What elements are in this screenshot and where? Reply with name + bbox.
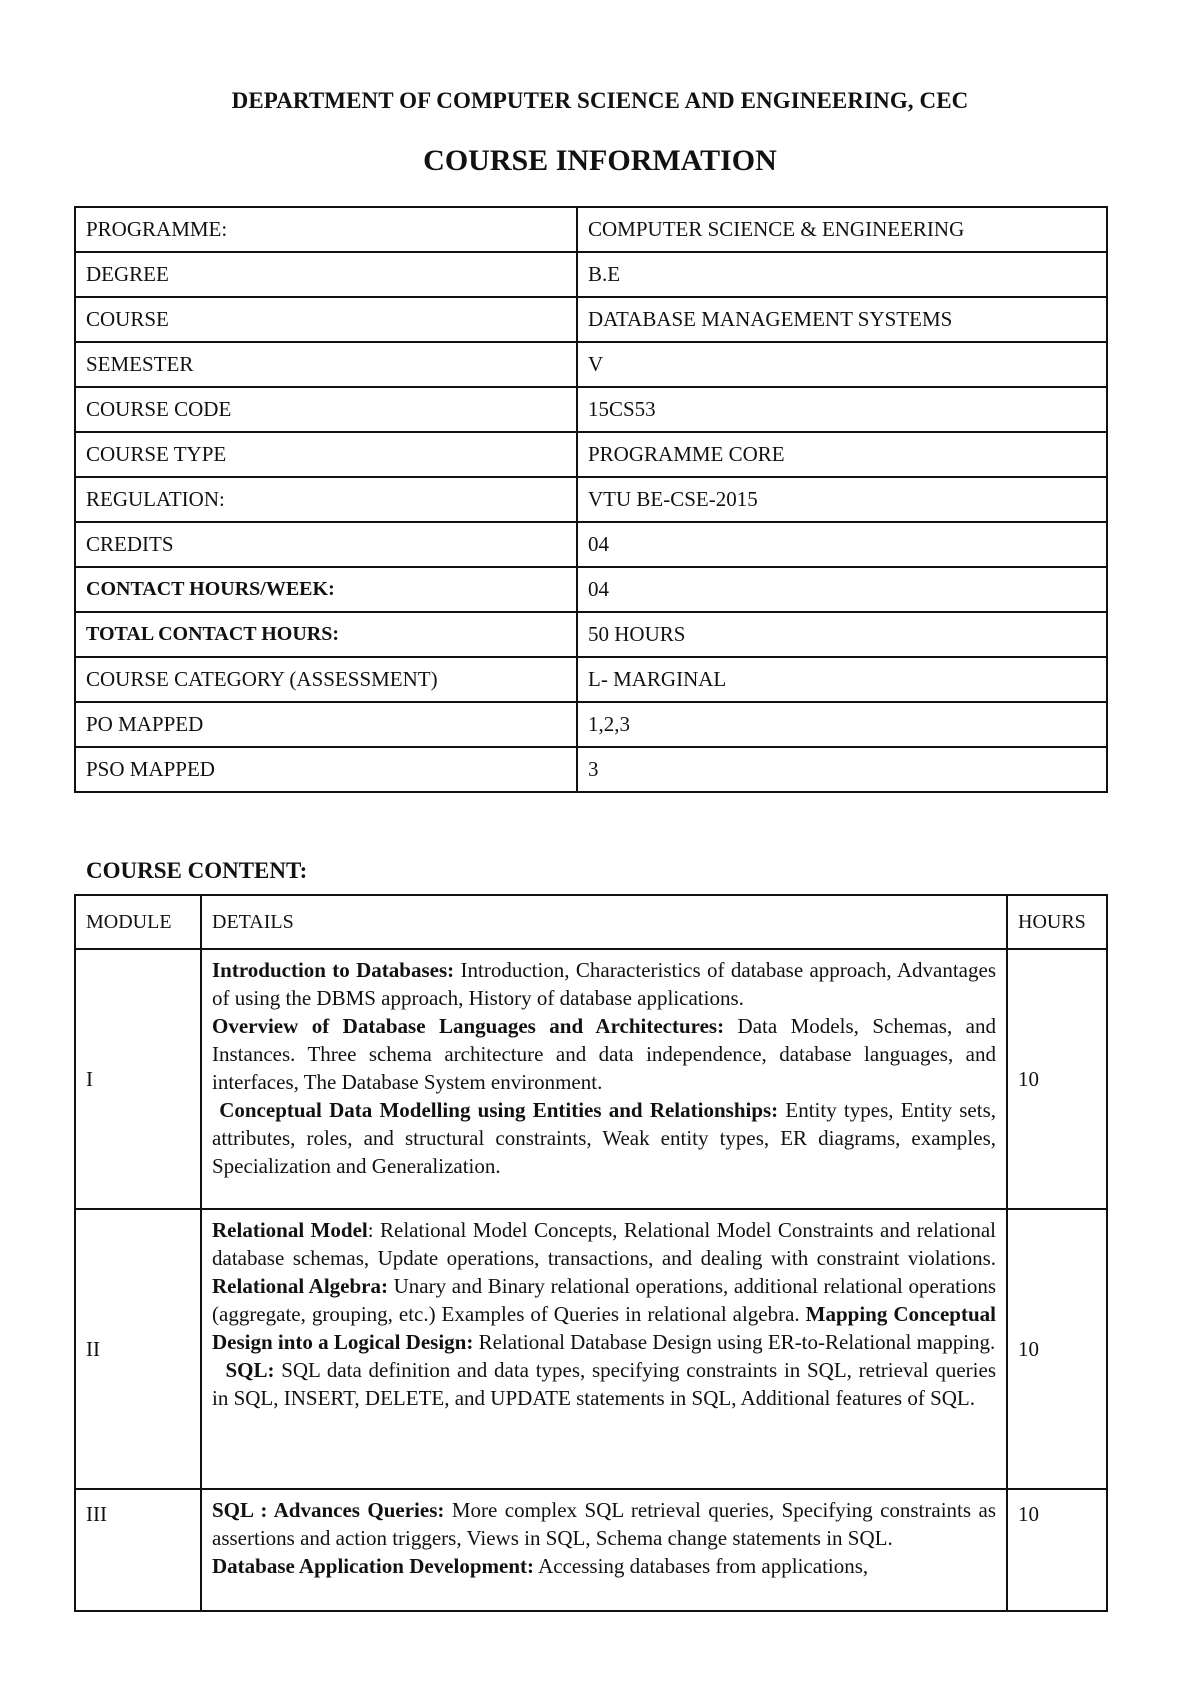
info-value: L- MARGINAL [577,657,1107,702]
table-row [75,477,1107,522]
info-value: VTU BE-CSE-2015 [577,477,1107,522]
info-key: PSO MAPPED [75,747,577,792]
column-header-details: DETAILS [201,895,1007,949]
info-value: 3 [577,747,1107,792]
table-row [75,1489,1107,1611]
table-row [75,657,1107,702]
info-key: REGULATION: [75,477,577,522]
topic-text: Introduction, Characteristics of database approach, Advantages of using the DBMS approach, History of database applications. [212,958,997,1010]
module-number: I [75,949,201,1209]
info-key: CREDITS [75,522,577,567]
topic-title: Introduction to Databases: [212,958,455,982]
module-hours: 10 [1007,949,1107,1209]
info-key: TOTAL CONTACT HOURS: [75,612,577,657]
info-value: V [577,342,1107,387]
column-header-module: MODULE [75,895,201,949]
table-row [75,432,1107,477]
topic-text: Relational Database Design using ER-to-Relational mapping. [473,1330,996,1354]
table-row [75,1209,1107,1489]
info-key: COURSE CATEGORY (ASSESSMENT) [75,657,577,702]
table-row [75,207,1107,252]
topic-title: Relational Model [212,1218,368,1242]
table-row [75,567,1107,612]
table-row [75,612,1107,657]
info-key: SEMESTER [75,342,577,387]
info-value: COMPUTER SCIENCE & ENGINEERING [577,207,1107,252]
topic-text: : Relational Model Concepts, Relational Model Constraints and relational database schemas, Update operations, transactions, and dealing with constraint violations. [212,1218,996,1270]
info-value: DATABASE MANAGEMENT SYSTEMS [577,297,1107,342]
info-key: COURSE CODE [75,387,577,432]
module-details [201,1489,1007,1611]
column-header-hours: HOURS [1007,895,1107,949]
topic-title: SQL : Advances Queries: [212,1498,445,1522]
module-number: III [75,1489,201,1611]
course-content-heading: COURSE CONTENT: [86,858,308,883]
module-details [201,1209,1007,1489]
topic-text: Entity types, Entity sets, attributes, roles, and structural constraints, Weak entity types, ER diagrams, examples, Specialization and Generalization. [212,1098,996,1178]
info-key: PO MAPPED [75,702,577,747]
info-key: COURSE [75,297,577,342]
info-key: CONTACT HOURS/WEEK: [75,567,577,612]
info-key: DEGREE [75,252,577,297]
info-value: 50 HOURS [577,612,1107,657]
department-heading: DEPARTMENT OF COMPUTER SCIENCE AND ENGINEERING, CEC [231,88,969,113]
info-value: 15CS53 [577,387,1107,432]
topic-text: Accessing databases from applications, [534,1554,869,1578]
topic-title: Overview of Database Languages and Architectures: [212,1014,725,1038]
course-info-table [74,206,1108,793]
topic-title: SQL: [225,1358,275,1382]
course-content-table [74,894,1108,1612]
module-hours: 10 [1007,1209,1107,1489]
info-key: PROGRAMME: [75,207,577,252]
topic-text: Unary and Binary relational operations, additional relational operations (aggregate, grouping, etc.) Examples of Queries in relational algebra. [212,1274,996,1326]
info-value: 04 [577,522,1107,567]
module-details [201,949,1007,1209]
info-value: 1,2,3 [577,702,1107,747]
info-value: B.E [577,252,1107,297]
table-header-row [75,895,1107,949]
table-row [75,252,1107,297]
topic-text: More complex SQL retrieval queries, Specifying constraints as assertions and action triggers, Views in SQL, Schema change statements in SQL. [212,1498,996,1550]
table-row [75,522,1107,567]
topic-title: Conceptual Data Modelling using Entities and Relationships: [219,1098,779,1122]
topic-title: Relational Algebra: [212,1274,388,1298]
module-hours: 10 [1007,1489,1107,1611]
table-row [75,297,1107,342]
topic-title: Database Application Development: [212,1554,534,1578]
module-number: II [75,1209,201,1489]
info-value: 04 [577,567,1107,612]
info-key: COURSE TYPE [75,432,577,477]
table-row [75,949,1107,1209]
page-title: COURSE INFORMATION [423,144,777,177]
topic-text: Data Models, Schemas, and Instances. Three schema architecture and data independence, database languages, and interfaces, The Database System environment. [212,1014,996,1094]
table-row [75,387,1107,432]
table-row [75,747,1107,792]
table-row [75,342,1107,387]
topic-title: Mapping Conceptual Design into a Logical Design: [212,1302,996,1354]
table-row [75,702,1107,747]
info-value: PROGRAMME CORE [577,432,1107,477]
topic-text: SQL data definition and data types, specifying constraints in SQL, retrieval queries in SQL, INSERT, DELETE, and UPDATE statements in SQL, Additional features of SQL. [212,1358,996,1410]
